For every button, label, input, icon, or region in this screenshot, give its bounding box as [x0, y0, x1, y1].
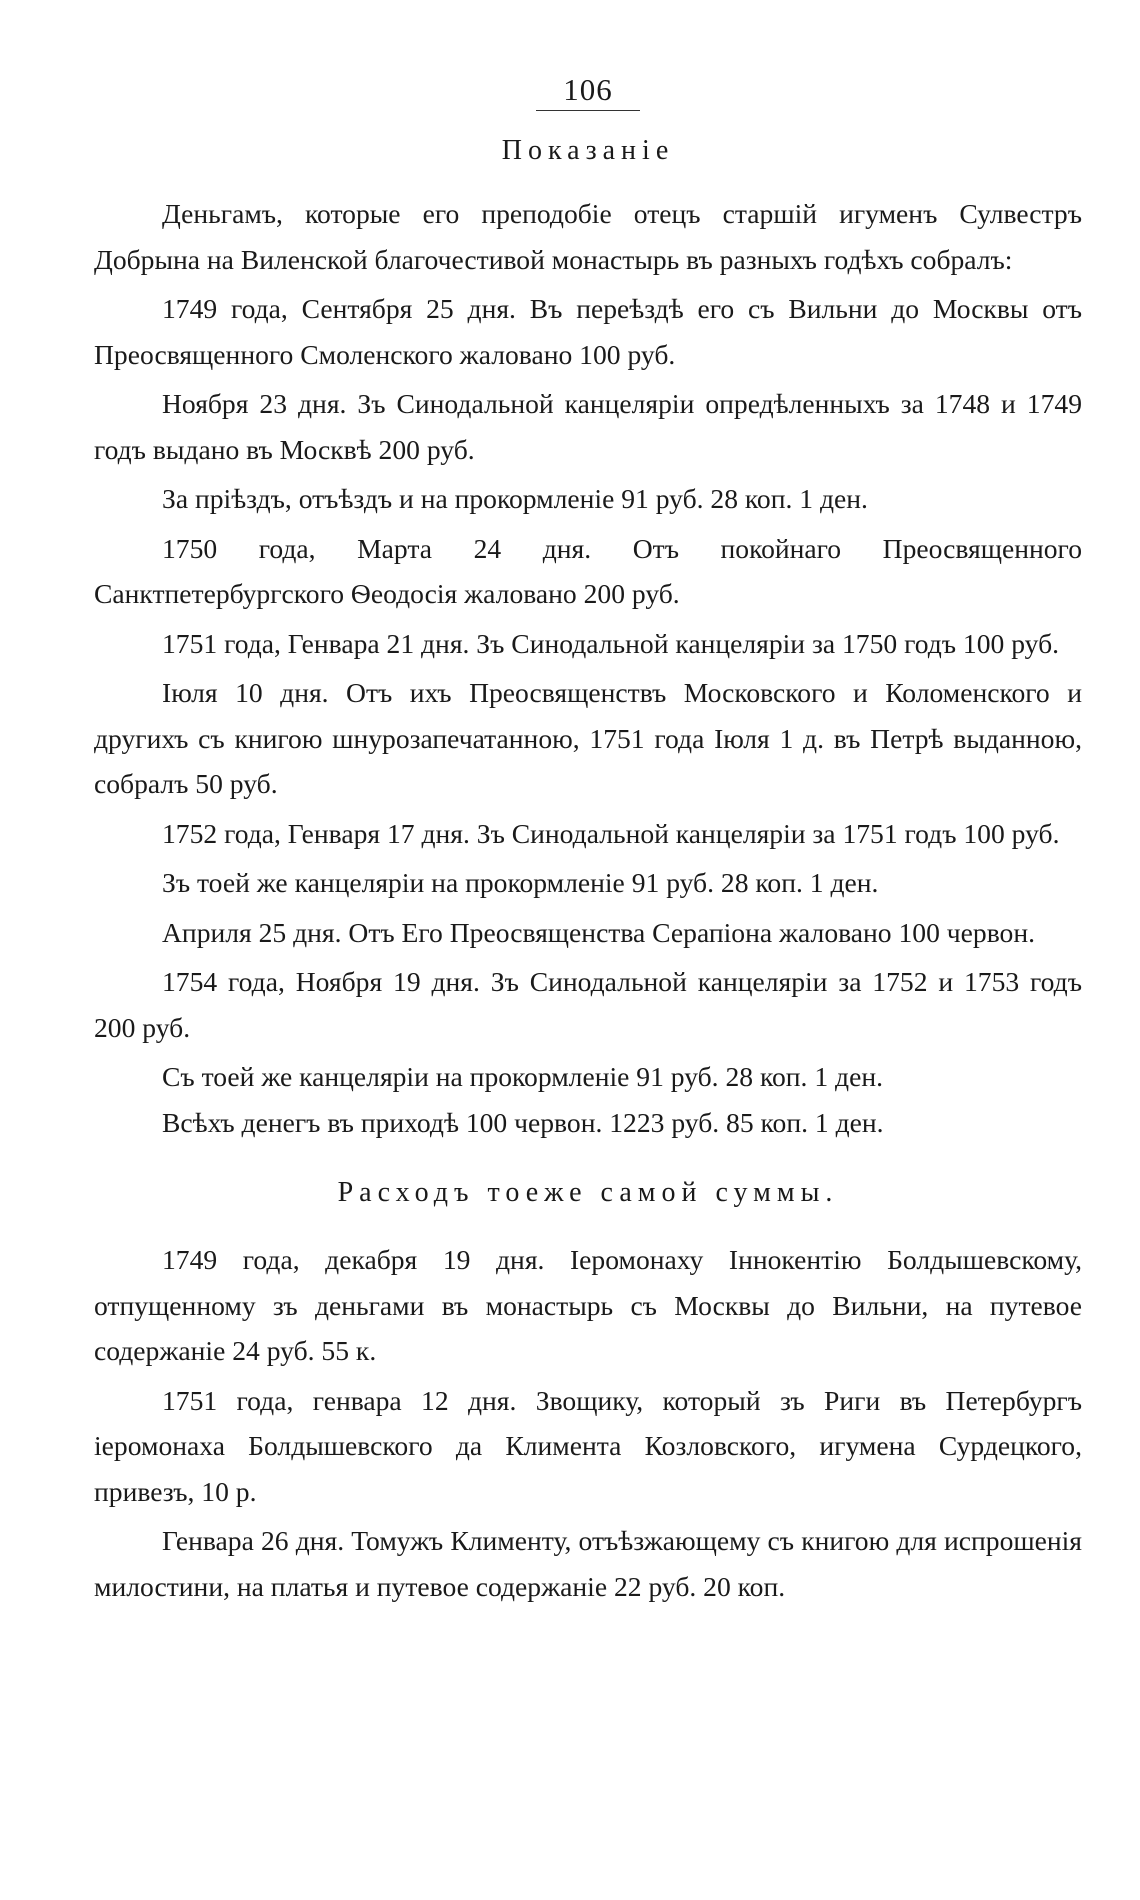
paragraph: Зъ тоей же канцеляріи на прокормленіе 91 руб. 28 коп. 1 ден. [162, 867, 879, 898]
page-number-rule [536, 110, 640, 111]
paragraph: 1749 года, Сентября 25 дня. Въ переѣздѣ его съ Вильни до Москвы отъ Преосвященного Смоленского жаловано 100 руб. [94, 293, 1082, 370]
paragraph: 1751 года, Генвара 21 дня. Зъ Синодальной канцеляріи за 1750 годъ 100 руб. [162, 627, 1060, 659]
paragraph: 1750 года, Марта 24 дня. Отъ покойнаго Преосвященного Санктпетербургского Ѳеодосія жаловано 200 руб. [94, 532, 1082, 609]
paragraph: Іюля 10 дня. Отъ ихъ Преосвященствъ Московского и Коломенского и другихъ съ книгою шнурозапечатанною, 1751 года Іюля 1 д. въ Петрѣ выданною, собралъ 50 руб. [94, 677, 1082, 799]
paragraph: 1751 года, генвара 12 дня. Звощику, который зъ Риги въ Петербургъ іеромонаха Болдышевского да Климента Козловского, игумена Сурдецкого, привезъ, 10 р. [94, 1384, 1082, 1507]
page-number: 106 [563, 72, 613, 107]
paragraph: Генвара 26 дня. Томужъ Клименту, отъѣзжающему съ книгою для испрошенія милостини, на платья и путевое содержаніе 22 руб. 20 коп. [94, 1525, 1082, 1602]
paragraph: Априля 25 дня. Отъ Его Преосвященства Серапіона жаловано 100 червон. [162, 916, 1036, 948]
section-heading-pokazanie: Показаніе [501, 135, 675, 166]
paragraph: Ноября 23 дня. Зъ Синодальной канцеляріи опредѣленныхъ за 1748 и 1749 годъ выдано въ Москвѣ 200 руб. [94, 388, 1082, 465]
paragraph: 1749 года, декабря 19 дня. Іеромонаху Іннокентію Болдышевскому, отпущенному зъ деньгами въ монастырь съ Москвы до Вильни, на путевое содержаніе 24 руб. 55 к. [94, 1244, 1082, 1366]
paragraph: 1752 года, Генваря 17 дня. Зъ Синодальной канцеляріи за 1751 годъ 100 руб. [162, 817, 1060, 849]
paragraph: 1754 года, Ноября 19 дня. Зъ Синодальной канцеляріи за 1752 и 1753 годъ 200 руб. [94, 966, 1082, 1043]
paragraph: За пріѣздъ, отъѣздъ и на прокормленіе 91 руб. 28 коп. 1 ден. [162, 483, 868, 514]
section-heading-expenses: Расходъ тоеже самой суммы. [337, 1177, 839, 1208]
total-paragraph: Всѣхъ денегъ въ приходѣ 100 червон. 1223 руб. 85 коп. 1 ден. [162, 1106, 884, 1138]
paragraph: Деньгамъ, которые его преподобіе отецъ старшій игуменъ Сулвестръ Добрына на Виленской благочестивой монастырь въ разныхъ годѣхъ собралъ: [94, 198, 1082, 275]
paragraph: Съ тоей же канцеляріи на прокормленіе 91 руб. 28 коп. 1 ден. [162, 1061, 883, 1092]
